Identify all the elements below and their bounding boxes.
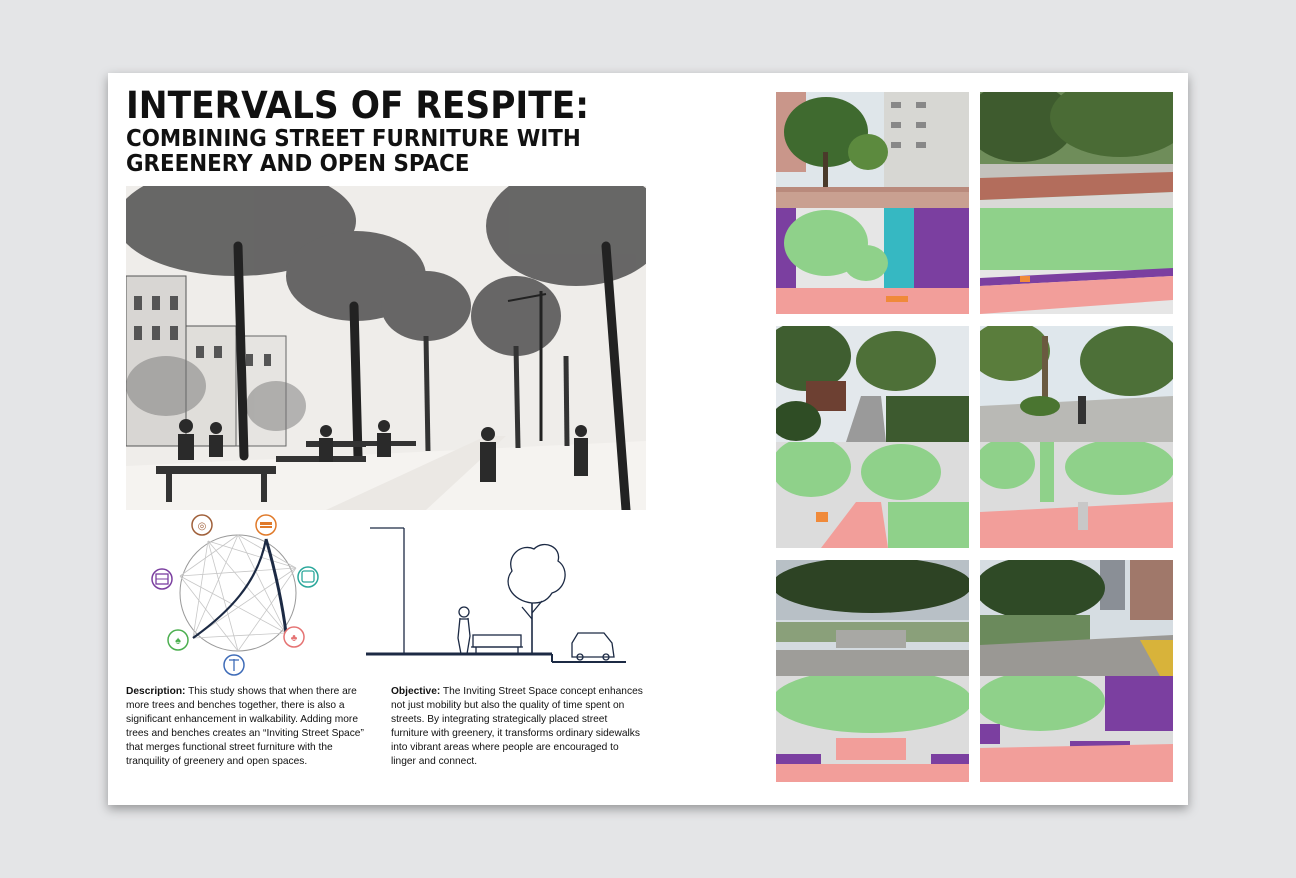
description-label: Description: — [126, 686, 186, 697]
building-icon — [152, 569, 172, 589]
segmentation-map-2 — [980, 208, 1173, 314]
network-diagram — [148, 513, 328, 683]
street-photo-3 — [776, 326, 969, 442]
page-title: INTERVALS OF RESPITE: — [126, 84, 589, 127]
street-photo-5 — [776, 560, 969, 676]
street-photo-2 — [980, 92, 1173, 208]
objective-paragraph — [391, 685, 643, 769]
svg-text:♠: ♠ — [175, 635, 181, 647]
tree-icon — [284, 627, 304, 647]
tree-outline-icon — [168, 630, 188, 650]
segmentation-map-6 — [980, 676, 1173, 782]
poster-sheet — [108, 73, 1188, 805]
subtitle-line-1: COMBINING STREET FURNITURE WITH — [126, 126, 581, 152]
segmentation-map-5 — [776, 676, 969, 782]
svg-text:◎: ◎ — [197, 521, 207, 532]
street-sketch-illustration — [126, 186, 646, 510]
segmentation-map-4 — [980, 442, 1173, 548]
street-section-drawing — [366, 523, 628, 668]
bicycle-icon — [192, 515, 212, 535]
street-photo-4 — [980, 326, 1173, 442]
description-text: This study shows that when there are more trees and benches together, there is also a significant enhancement in walkability. Adding more trees and benches creates an “Inviting Street Space” that merges functional street furniture with the tranquility of greenery and open spaces. — [126, 686, 364, 767]
objective-text: The Inviting Street Space concept enhances not just mobility but also the quality of time spent on streets. By integrating strategically placed street furniture with greenery, it transforms ordinary sidewalks into vibrant areas where people are encouraged to linger and connect. — [391, 686, 643, 767]
description-paragraph — [126, 685, 378, 769]
page-subtitle — [126, 127, 581, 177]
segmentation-map-3 — [776, 442, 969, 548]
bus-icon — [298, 567, 318, 587]
streetlight-icon — [224, 655, 244, 675]
street-photo-6 — [980, 560, 1173, 676]
svg-text:♣: ♣ — [290, 633, 298, 644]
subtitle-line-2: GREENERY AND OPEN SPACE — [126, 151, 470, 177]
objective-label: Objective: — [391, 686, 441, 697]
bench-icon — [256, 515, 276, 535]
street-photo-1 — [776, 92, 969, 208]
segmentation-map-1 — [776, 208, 969, 314]
